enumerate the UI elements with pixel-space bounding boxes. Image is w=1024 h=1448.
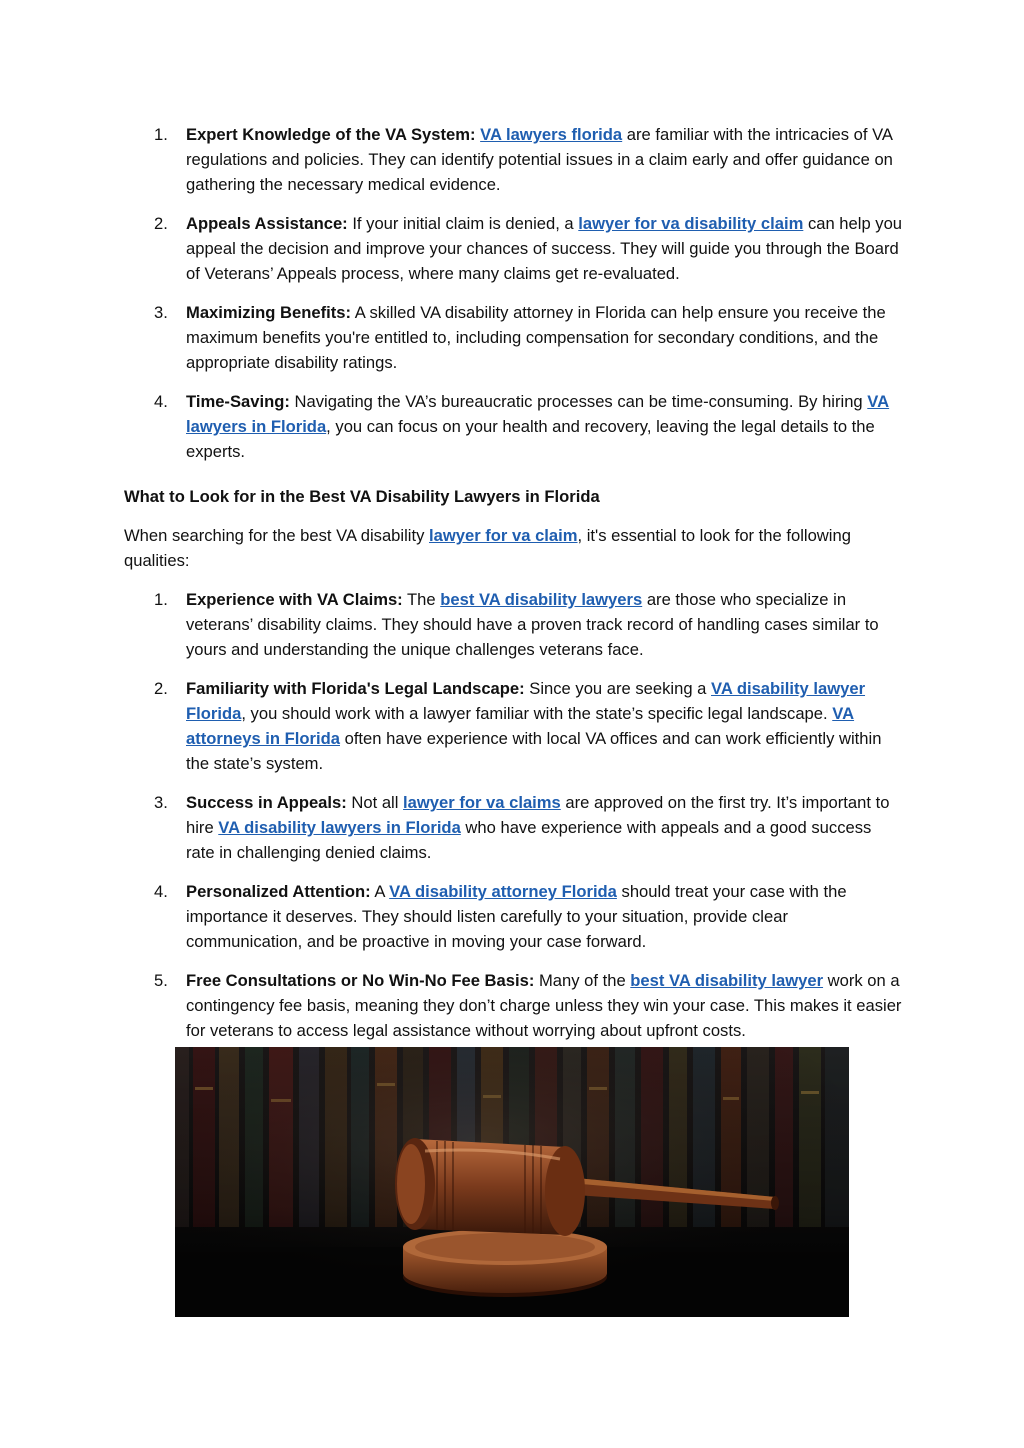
item-text: Not all (346, 793, 404, 812)
item-title: Time-Saving: (186, 392, 290, 411)
item-text: A skilled VA disability attorney in Florida can help ensure you receive the maximum benefits you're entitled to, including compensation for secondary conditions, and the appropriate disability ratings. (186, 303, 886, 372)
item-text: The (402, 590, 441, 609)
benefits-list (124, 122, 904, 464)
intro-text: , it's essential to look for the following qualities: (124, 526, 851, 570)
link-lawyer-for-va-disability-claim[interactable]: lawyer for va disability claim (578, 214, 804, 233)
gavel-photo (175, 1047, 849, 1317)
item-text: who have experience with appeals and a good success rate in challenging denied claims. (186, 818, 872, 862)
list-item (124, 389, 904, 464)
list-item (124, 300, 904, 375)
item-text: A (370, 882, 390, 901)
item-text: work on a contingency fee basis, meaning they don’t charge unless they win your case. This makes it easier for veterans to access legal assistance without worrying about upfront costs. (186, 971, 902, 1040)
link-best-va-disability-lawyer[interactable]: best VA disability lawyer (630, 971, 824, 990)
list-number: 1. (154, 590, 168, 609)
item-text: should treat your case with the importance it deserves. They should listen carefully to your situation, provide clear communication, and be proactive in moving your case forward. (186, 882, 847, 951)
item-text: , you should work with a lawyer familiar with the state’s specific legal landscape. (241, 704, 833, 723)
item-text: Navigating the VA’s bureaucratic processes can be time-consuming. By hiring (289, 392, 868, 411)
list-number: 4. (154, 882, 168, 901)
item-title: Experience with VA Claims: (186, 590, 403, 609)
list-number: 2. (154, 214, 168, 233)
intro-paragraph (124, 523, 904, 573)
item-title: Expert Knowledge of the VA System: (186, 125, 476, 144)
link-lawyer-for-va-claims[interactable]: lawyer for va claims (403, 793, 561, 812)
item-title: Maximizing Benefits: (186, 303, 352, 322)
qualities-list (124, 587, 904, 1043)
list-number: 5. (154, 971, 168, 990)
link-va-disability-lawyer-florida[interactable]: VA disability lawyer Florida (186, 679, 866, 723)
gavel-illustration (175, 1047, 849, 1317)
link-va-disability-lawyers-in-florida[interactable]: VA disability lawyers in Florida (218, 818, 461, 837)
intro-text: When searching for the best VA disability (124, 526, 429, 545)
list-number: 1. (154, 125, 168, 144)
list-item (124, 211, 904, 286)
item-text: Many of the (534, 971, 631, 990)
item-title: Free Consultations or No Win-No Fee Basis: (186, 971, 535, 990)
list-item (124, 676, 904, 776)
document-body (124, 122, 904, 1057)
item-title: Appeals Assistance: (186, 214, 348, 233)
item-title: Familiarity with Florida's Legal Landscape: (186, 679, 525, 698)
list-number: 4. (154, 392, 168, 411)
item-text: often have experience with local VA offices and can work efficiently within the state’s system. (186, 729, 882, 773)
section-heading: What to Look for in the Best VA Disability Lawyers in Florida (124, 487, 600, 506)
item-text: are familiar with the intricacies of VA regulations and policies. They can identify potential issues in a claim early and offer guidance on gathering the necessary medical evidence. (186, 125, 893, 194)
link-va-lawyers-in-florida[interactable]: VA lawyers in Florida (186, 392, 890, 436)
item-text: Since you are seeking a (524, 679, 712, 698)
item-text: can help you appeal the decision and improve your chances of success. They will guide you through the Board of Veterans’ Appeals process, where many claims get re-evaluated. (186, 214, 903, 283)
list-number: 2. (154, 679, 168, 698)
item-text: If your initial claim is denied, a (347, 214, 579, 233)
item-text: , you can focus on your health and recovery, leaving the legal details to the experts. (186, 417, 875, 461)
list-item (124, 879, 904, 954)
list-item (124, 122, 904, 197)
list-number: 3. (154, 303, 168, 322)
link-va-attorneys-in-florida[interactable]: VA attorneys in Florida (186, 704, 855, 748)
list-item (124, 968, 904, 1043)
item-title: Success in Appeals: (186, 793, 347, 812)
item-title: Personalized Attention: (186, 882, 371, 901)
list-number: 3. (154, 793, 168, 812)
item-text: are those who specialize in veterans’ disability claims. They should have a proven track record of handling cases similar to yours and understanding the unique challenges veterans face. (186, 590, 879, 659)
link-va-disability-attorney-florida[interactable]: VA disability attorney Florida (389, 882, 617, 901)
link-va-lawyers-florida[interactable]: VA lawyers florida (480, 125, 623, 144)
link-lawyer-for-va-claim[interactable]: lawyer for va claim (429, 526, 578, 545)
list-item (124, 587, 904, 662)
link-best-va-disability-lawyers[interactable]: best VA disability lawyers (440, 590, 643, 609)
item-text: are approved on the first try. It’s important to hire (186, 793, 890, 837)
list-item (124, 790, 904, 865)
